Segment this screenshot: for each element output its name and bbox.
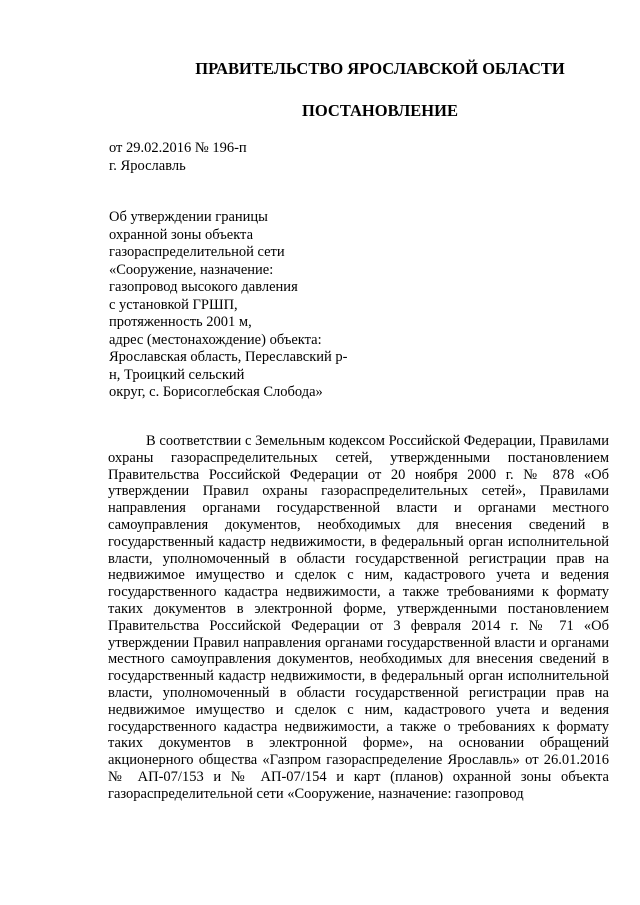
document-type-title: ПОСТАНОВЛЕНИЕ bbox=[302, 101, 458, 120]
document-meta bbox=[109, 140, 247, 175]
subject-line: Об утверждении границы bbox=[109, 209, 268, 225]
document-city: г. Ярославль bbox=[109, 157, 186, 174]
subject-line: газораспределительной сети bbox=[109, 244, 285, 260]
subject-line: адрес (местонахождение) объекта: bbox=[109, 331, 322, 348]
subject-line: «Сооружение, назначение: bbox=[109, 261, 274, 278]
subject-line: с установкой ГРШП, bbox=[109, 296, 238, 313]
document-subject bbox=[109, 209, 409, 402]
subject-line: протяженность 2001 м, bbox=[109, 314, 252, 330]
subject-line: газопровод высокого давления bbox=[109, 279, 298, 295]
document-date-number: от 29.02.2016 № 196-п bbox=[109, 140, 247, 156]
subject-line: охранной зоны объекта bbox=[109, 226, 254, 243]
body-paragraph: В соответствии с Земельным кодексом Российской Федерации, Правилами охраны газораспределительных сетей, утвержденными постановлением Правительства Российской Федерации от 20 ноября 2000 г. № 878 «Об утверждении Правил охраны газораспределительных сетей», Правилами направления органами государственной власти и органами местного самоуправления документов, необходимых для внесения сведений в государственный кадастр недвижимости, в федеральный орган исполнительной власти, уполномоченный в области государственной регистрации прав на недвижимое имущество и сделок с ним, кадастрового учета и ведения государственного кадастра недвижимости, а также требованиями к формату таких документов в электронной форме, утвержденными постановлением Правительства Российской Федерации от 3 февраля 2014 г. № 71 «Об утверждении Правил направления органами государственной власти и органами местного самоуправления документов, необходимых для внесения сведений в государственный кадастр недвижимости, в федеральный орган исполнительной власти, уполномоченный в области государственной регистрации прав на недвижимое имущество и сделок с ним, кадастрового учета и ведения государственного кадастра недвижимости, а также о требованиях к формату таких документов в электронной форме», на основании обращений акционерного общества «Газпром газораспределение Ярославль» от 26.01.2016 № АП-07/153 и № АП-07/154 и карт (планов) охранной зоны объекта газораспределительной сети «Сооружение, назначение: газопровод bbox=[108, 433, 609, 802]
subject-line: н, Троицкий сельский bbox=[109, 366, 245, 383]
subject-line: округ, с. Борисоглебская Слобода» bbox=[109, 384, 323, 400]
organization-title: ПРАВИТЕЛЬСТВО ЯРОСЛАВСКОЙ ОБЛАСТИ bbox=[195, 59, 565, 78]
subject-line: Ярославская область, Переславский р- bbox=[109, 349, 348, 365]
